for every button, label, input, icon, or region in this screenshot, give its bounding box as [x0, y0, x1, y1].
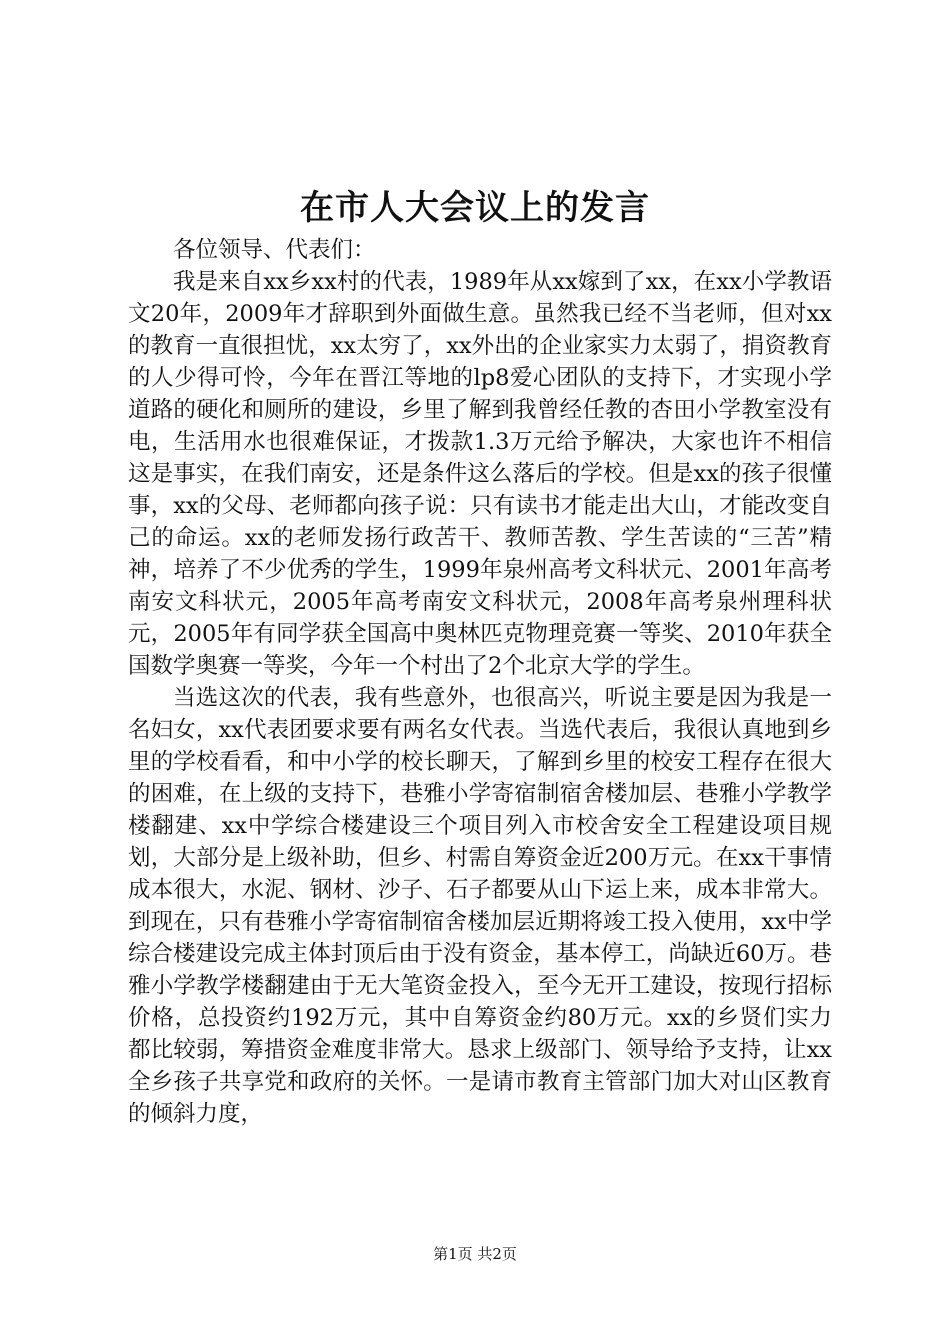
paragraph-salutation: 各位领导、代表们： [173, 237, 376, 263]
paragraph-introduction: 我是来自xx乡xx村的代表，1989年从xx嫁到了xx，在xx小学教语文20年，2009年才辞职到外面做生意。虽然我已经不当老师，但对xx的教育一直很担忧，xx太穷了，xx外出的企业家实力太弱了，捐资教育的人少得可怜，今年在晋江等地的lp8爱心团队的支持下，才实现小学道路的硬化和厕所的建设，乡里了解到我曾经任教的杏田小学教室没有电，生活用水也很难保证，才拨款1.3万元给予解决，大家也许不相信这是事实，在我们南安，还是条件这么落后的学校。但是xx的孩子很懂事，xx的父母、老师都向孩子说：只有读书才能走出大山，才能改变自己的命运。xx的老师发扬行政苦干、教师苦教、学生苦读的“三苦”精神，培养了不少优秀的学生，1999年泉州高考文科状元、2001年高考南安文科状元，2005年高考南安文科状元，2008年高考泉州理科状元，2005年有同学获全国高中奥林匹克物理竞赛一等奖、2010年获全国数学奥赛一等奖，今年一个村出了2个北京大学的学生。 [128, 269, 832, 679]
document-title: 在市人大会议上的发言 [300, 188, 650, 228]
paragraph-request: 当选这次的代表，我有些意外，也很高兴，听说主要是因为我是一名妇女，xx代表团要求要有两名女代表。当选代表后，我很认真地到乡里的学校看看，和中小学的校长聊天，了解到乡里的校安工程存在很大的困难，在上级的支持下，巷雅小学寄宿制宿舍楼加层、巷雅小学教学楼翻建、xx中学综合楼建设三个项目列入市校舍安全工程建设项目规划，大部分是上级补助，但乡、村需自筹资金近200万元。在xx干事情成本很大，水泥、钢材、沙子、石子都要从山下运上来，成本非常大。到现在，只有巷雅小学寄宿制宿舍楼加层近期将竣工投入使用，xx中学综合楼建设完成主体封顶后由于没有资金，基本停工，尚缺近60万。巷雅小学教学楼翻建由于无大笔资金投入，至今无开工建设，按现行招标价格，总投资约192万元，其中自筹资金约80万元。xx的乡贤们实力都比较弱，筹措资金难度非常大。恳求上级部门、领导给予支持，让xx全乡孩子共享党和政府的关怀。一是请市教育主管部门加大对山区教育的倾斜力度， [128, 685, 832, 1127]
page-footer: 第1页 共2页 [433, 1245, 517, 1263]
document-body [128, 234, 832, 1130]
